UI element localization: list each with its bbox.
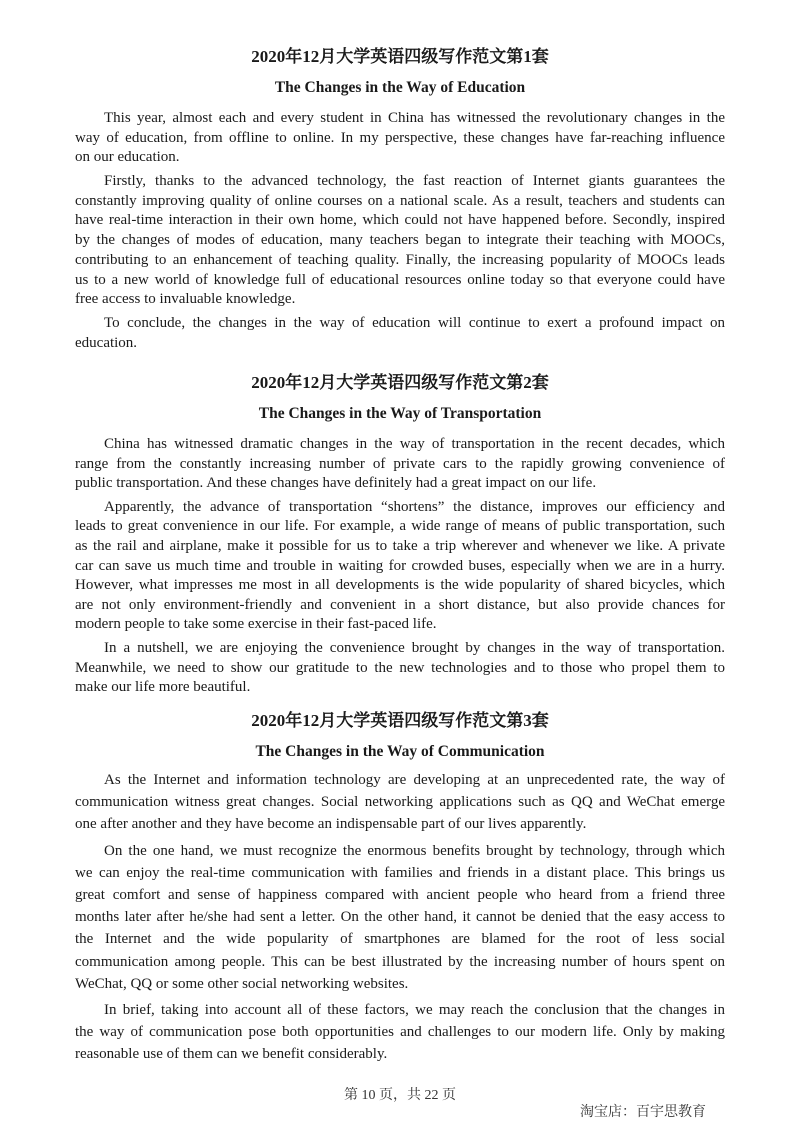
essay-title: The Changes in the Way of Transportation [258,405,542,422]
text-line: In a nutshell, we are enjoying the convenience brought by changes in the way of transportation. [104,639,725,656]
paragraph [75,769,725,836]
text-line: the way of communication pose both opportunities and challenges to our modern life. Only by making [75,1024,725,1041]
text-line: contributing to an enhancement of teaching quality. Finally, the increasing popularity of MOOCs leads [75,251,725,268]
essay-heading: 2020年12月大学英语四级写作范文第2套 [251,373,549,392]
essay-title: The Changes in the Way of Education [274,79,526,96]
essay-title: The Changes in the Way of Communication [255,743,545,760]
text-line: by the changes of modes of education, many teachers began to integrate their teaching with MOOCs, [75,232,725,249]
essay-body [75,769,725,1069]
text-line: range from the constantly increasing number of private cars to the rapidly growing convenience of [75,455,725,472]
text-line: public transportation. And these changes have definitely had a great impact on our life. [75,475,597,492]
text-line: China has witnessed dramatic changes in the way of transportation in the recent decades, which [104,436,725,452]
essay-heading: 2020年12月大学英语四级写作范文第1套 [251,47,549,66]
text-line: the Internet and the wide popularity of smartphones are blamed for the root of less social [75,931,725,948]
essay-heading: 2020年12月大学英语四级写作范文第3套 [251,711,549,730]
text-line: constantly improving quality of online courses on a national scale. As a result, teachers and students can [75,192,725,209]
text-line: However, what impresses me most in all developments is the wide popularity of shared bicycles, which [75,577,725,594]
text-line: make our life more beautiful. [75,679,251,696]
text-line: us to a new world of knowledge full of educational resources online today so that everyone could have [75,271,725,288]
paragraph [75,435,725,494]
text-line: reasonable use of them can we benefit considerably. [75,1046,388,1063]
essay-body [75,109,725,357]
text-line: Firstly, thanks to the advanced technology, the fast reaction of Internet giants guarantees the [104,173,725,190]
paragraph [75,840,725,995]
text-line: free access to invaluable knowledge. [75,291,296,308]
text-line: are not only environment-friendly and convenient in a short distance, but also provide chances for [75,596,725,613]
text-line: communication witness great changes. Social networking applications such as QQ and WeChat emerge [75,794,725,811]
text-line: as the rail and airplane, make it possible for us to take a trip wherever and whenever we like. A private [75,537,725,554]
paragraph [75,109,725,168]
text-line: In brief, taking into account all of these factors, we may reach the conclusion that the changes in [104,1001,725,1018]
paragraph [75,999,725,1066]
text-line: great comfort and sense of happiness compared with ancient people who heard from a friend three [75,886,725,903]
paragraph [75,172,725,310]
text-line: we can enjoy the real-time communication with families and friends in a distant place. This brings us [75,864,725,881]
essay-body [75,435,725,702]
text-line: WeChat, QQ or some other social networking websites. [75,975,409,992]
text-line: Meanwhile, we need to show our gratitude to the new technologies and to those who propel them to [75,659,725,676]
text-line: To conclude, the changes in the way of education will continue to exert a profound impact on [104,314,725,331]
text-line: communication among people. This can be best illustrated by the increasing number of hours spent on [75,953,725,970]
text-line: As the Internet and information technology are developing at an unprecedented rate, the way of [104,772,725,788]
text-line: education. [75,334,138,351]
text-line: on our education. [75,149,180,166]
paragraph [75,498,725,635]
paragraph [75,314,725,353]
text-line: On the one hand, we must recognize the enormous benefits brought by technology, through which [104,842,725,859]
text-line: have real-time interaction in their own home, which could not have happened before. Secondly, inspired [75,212,725,229]
text-line: leads to great convenience in our life. For example, a wide range of means of public transportation, such [75,518,725,535]
text-line: one after another and they have become an indispensable part of our lives apparently. [75,816,587,833]
text-line: This year, almost each and every student in China has witnessed the revolutionary changes in the [104,110,725,126]
text-line: modern people to take some exercise in their fast-paced life. [75,616,437,633]
text-line: car can save us much time and trouble in waiting for crowded buses, especially when we are in a hurry. [75,557,725,574]
shop-watermark: 淘宝店：百宇思教育 [580,1104,706,1120]
text-line: way of education, from offline to online. In my perspective, these changes have far-reaching influence [75,129,725,146]
paragraph [75,639,725,698]
text-line: months later after he/she had sent a letter. On the other hand, it cannot be denied that the easy access to [75,909,725,926]
page-number: 第 10 页，共 22 页 [344,1088,456,1103]
text-line: Apparently, the advance of transportation “shortens” the distance, improves our efficiency and [104,498,725,515]
